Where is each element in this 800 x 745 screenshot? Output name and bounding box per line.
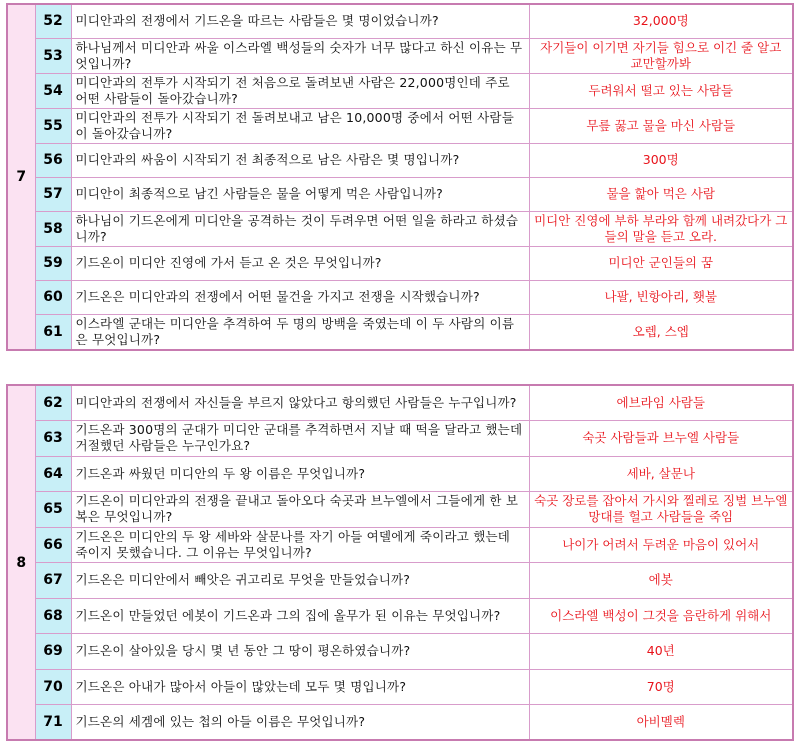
answer-text: 무릎 꿇고 물을 마신 사람들 [529,108,793,143]
question-row [7,421,793,457]
question-row [7,669,793,705]
answer-text: 미디안 진영에 부하 부라와 함께 내려갔다가 그들의 말을 듣고 오라. [529,211,793,246]
question-text: 미디안과의 전투가 시작되기 전 처음으로 돌려보낸 사람은 22,000명인데 주로 어떤 사람들이 돌아갔습니까? [71,73,529,108]
answer-text: 숙곳 사람들과 브누엘 사람들 [529,421,793,457]
question-number: 62 [35,385,71,421]
question-number: 58 [35,211,71,246]
answer-text: 자기들이 이기면 자기들 힘으로 이긴 줄 알고 교만할까봐 [529,38,793,73]
question-number: 56 [35,143,71,177]
question-row [7,38,793,73]
question-text: 미디안과의 전쟁에서 자신들을 부르지 않았다고 항의했던 사람들은 누구입니까? [71,385,529,421]
question-row [7,177,793,211]
question-text: 기드온의 세겜에 있는 첩의 아들 이름은 무엇입니까? [71,705,529,741]
answer-text: 에브라임 사람들 [529,385,793,421]
question-text: 미디안과의 싸움이 시작되기 전 최종적으로 남은 사람은 몇 명입니까? [71,143,529,177]
answer-text: 두려워서 떨고 있는 사람들 [529,73,793,108]
answer-text: 에봇 [529,563,793,599]
question-text: 기드온은 아내가 많아서 아들이 많았는데 모두 몇 명입니까? [71,669,529,705]
question-text: 기드온은 미디안에서 빼앗은 귀고리로 무엇을 만들었습니까? [71,563,529,599]
question-text: 미디안이 최종적으로 남긴 사람들은 물을 어떻게 먹은 사람입니까? [71,177,529,211]
quiz-table-section-7 [6,3,794,351]
question-row [7,4,793,38]
question-row [7,705,793,741]
question-number: 68 [35,598,71,634]
question-text: 기드온이 미디안 진영에 가서 듣고 온 것은 무엇입니까? [71,246,529,280]
question-row [7,385,793,421]
question-text: 기드온과 300명의 군대가 미디안 군대를 추격하면서 지날 때 떡을 달라고 했는데 거절했던 사람들은 누구인가요? [71,421,529,457]
question-number: 71 [35,705,71,741]
question-number: 60 [35,280,71,314]
answer-text: 나팔, 빈항아리, 횃불 [529,280,793,314]
question-number: 70 [35,669,71,705]
question-number: 66 [35,527,71,563]
question-row [7,108,793,143]
question-text: 미디안과의 전쟁에서 기드온을 따르는 사람들은 몇 명이었습니까? [71,4,529,38]
question-row [7,314,793,350]
question-row [7,598,793,634]
section-number: 8 [7,385,35,740]
question-row [7,246,793,280]
question-number: 69 [35,634,71,670]
answer-text: 오렙, 스엡 [529,314,793,350]
question-number: 64 [35,456,71,492]
question-text: 기드온이 만들었던 에봇이 기드온과 그의 집에 올무가 된 이유는 무엇입니까? [71,598,529,634]
answer-text: 70명 [529,669,793,705]
question-number: 59 [35,246,71,280]
question-text: 기드온은 미디안과의 전쟁에서 어떤 물건을 가지고 전쟁을 시작했습니까? [71,280,529,314]
question-row [7,527,793,563]
question-row [7,456,793,492]
question-text: 기드온은 미디안의 두 왕 세바와 살문나를 자기 아들 여델에게 죽이라고 했는데 죽이지 못했습니다. 그 이유는 무엇입니까? [71,527,529,563]
answer-text: 미디안 군인들의 꿈 [529,246,793,280]
question-row [7,634,793,670]
question-number: 54 [35,73,71,108]
question-number: 52 [35,4,71,38]
question-text: 기드온과 싸웠던 미디안의 두 왕 이름은 무엇입니까? [71,456,529,492]
answer-text: 이스라엘 백성이 그것을 음란하게 위해서 [529,598,793,634]
question-row [7,563,793,599]
answer-text: 나이가 어려서 두려운 마음이 있어서 [529,527,793,563]
question-text: 하나님이 기드온에게 미디안을 공격하는 것이 두려우면 어떤 일을 하라고 하셨습니까? [71,211,529,246]
answer-text: 세바, 살문나 [529,456,793,492]
question-text: 기드온이 살아있을 당시 몇 년 동안 그 땅이 평온하였습니까? [71,634,529,670]
question-number: 63 [35,421,71,457]
question-row [7,143,793,177]
question-text: 하나님께서 미디안과 싸울 이스라엘 백성들의 숫자가 너무 많다고 하신 이유는 무엇입니까? [71,38,529,73]
question-row [7,280,793,314]
quiz-table-section-8 [6,384,794,741]
question-number: 65 [35,492,71,528]
question-number: 57 [35,177,71,211]
answer-text: 32,000명 [529,4,793,38]
answer-text: 숙곳 장로를 잡아서 가시와 찔레로 징벌 브누엘 망대를 헐고 사람들을 죽임 [529,492,793,528]
question-number: 55 [35,108,71,143]
answer-text: 40년 [529,634,793,670]
question-text: 이스라엘 군대는 미디안을 추격하여 두 명의 방백을 죽였는데 이 두 사람의 이름은 무엇입니까? [71,314,529,350]
question-number: 53 [35,38,71,73]
section-number: 7 [7,4,35,350]
answer-text: 아비멜렉 [529,705,793,741]
question-text: 미디안과의 전투가 시작되기 전 돌려보내고 남은 10,000명 중에서 어떤 사람들이 돌아갔습니까? [71,108,529,143]
question-text: 기드온이 미디안과의 전쟁을 끝내고 돌아오다 숙곳과 브누엘에서 그들에게 한 보복은 무엇입니까? [71,492,529,528]
question-row [7,211,793,246]
answer-text: 300명 [529,143,793,177]
question-number: 61 [35,314,71,350]
question-number: 67 [35,563,71,599]
answer-text: 물을 핥아 먹은 사람 [529,177,793,211]
question-row [7,73,793,108]
question-row [7,492,793,528]
